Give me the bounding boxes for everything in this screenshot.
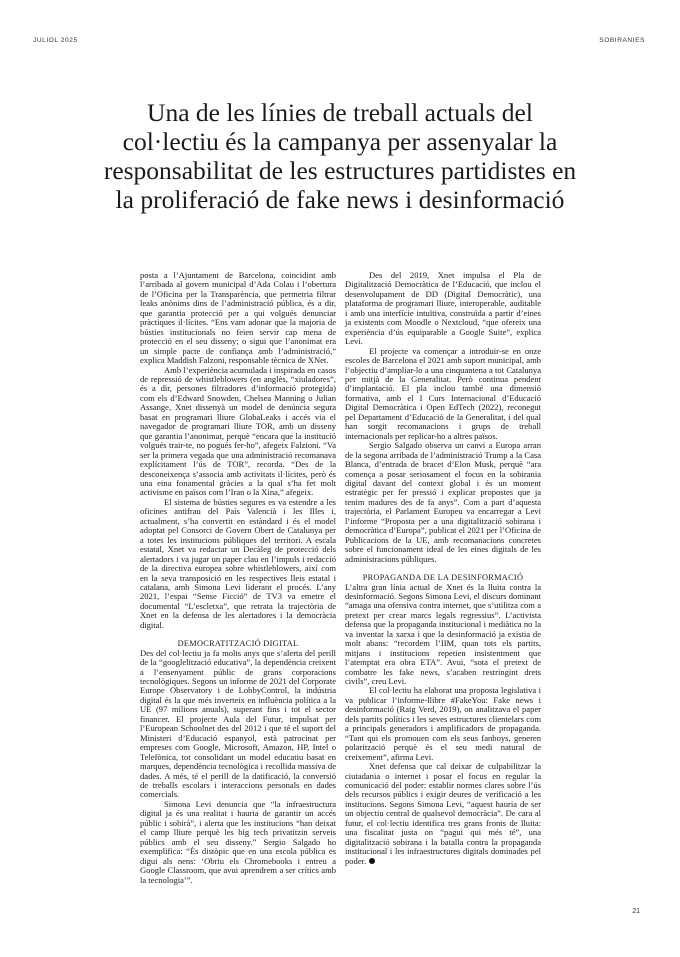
end-mark-icon bbox=[369, 858, 375, 864]
paragraph: Sergio Salgado observa un canvi a Europa arran de la segona arribada de l’administració Trump a la Casa Blanca, d’entrada de bracet d’Elon Musk, perquè “ara comença a posar seriosament el focus en la sobirania digital davant del context global i és un moment estratègic per fer pressió i explicar propostes que ja tenim madures des de fa anys”. Com a part d’aquesta trajectòria, el Parlament Europeu va encarregar a Levi l’informe “Proposta per a una digitalització sobirana i democràtica d’Europa”, publicat el 2021 per l’Oficina de Publicacions de la UE, amb recomanacions concretes sobre el funcionament ideal de les eines digitals de les administracions públiques. bbox=[345, 440, 541, 564]
paragraph: posta a l’Ajuntament de Barcelona, coincidint amb l’arribada al govern municipal d’Ada Colau i l’obertura de l’Oficina per la Transparència, que permetria filtrar leaks anònims dins de l’administració pública, és a dir, que garantia protecció per a qui volgués denunciar pràctiques il·lícites. “Ens vam adonar que la majoria de bústies institucionals no feien servir cap mena de protecció en el seu disseny; o sigui que l’anonimat era un simple pacte de confiança amb l’administració,” explica Maddish Falzoni, responsable tècnica de XNet. bbox=[140, 270, 336, 366]
paragraph: L’altra gran línia actual de Xnet és la lluita contra la desinformació. Segons Simona Levi, el discurs dominant “amaga una ofensiva contra internet, que s’utilitza com a pretext per crear marcs legals regressius”. L’activista defensa que la propaganda institucional i mediàtica no la va inventar la xarxa i que la desinformació ja existia de molt abans: “recordem l’IIM, quan tots els partits, mitjans i institucions repetien insistentment que l’atemptat era obra ETA”. Avui, “sota el pretext de combatre les fake news, s’acaben restringint drets civils”, creu Levi. bbox=[345, 581, 541, 687]
subheading: DEMOCRATITZACIÓ DIGITAL bbox=[177, 639, 299, 649]
article-column-left bbox=[140, 271, 336, 885]
issue-date: JULIOL 2025 bbox=[33, 37, 78, 44]
article-column-right bbox=[345, 271, 541, 866]
paragraph-last bbox=[345, 762, 541, 866]
subheading: PROPAGANDA DE LA DESINFORMACIÓ bbox=[362, 573, 524, 583]
paragraph: El sistema de bústies segures es va estendre a les oficines antifrau del País Valencià i les Illes i, actualment, s’ha convertit en estàndard i és el model adoptat pel Consorci de Govern Obert de Catalunya per a totes les institucions públiques del territori. A escala estatal, Xnet va redactar un Decàleg de protecció dels alertadors i va jugar un paper clau en l’impuls i redacció de la directiva europea sobre whistleblowers, així com en la seva transposició en les respectives lleis estatal i catalana, amb Simona Levi liderant el procés. L’any 2021, l’espai “Sense Ficció” de TV3 va emetre el documental “L’escletxa”, que retrata la trajectòria de Xnet en la defensa de les alertadores i la democràcia digital. bbox=[140, 496, 336, 630]
paragraph: Amb l’experiència acumulada i inspirada en casos de repressió de whistleblowers (en anglès, “xiuladores”, és a dir, persones filtradores d’informació protegida) com els d’Edward Snowden, Chelsea Manning o Julian Assange, Xnet dissenyà un model de denúncia segura basat en programari lliure GlobaLeaks i accés via el navegador de programari lliure TOR, amb un disseny que garantia l’anonimat, perquè “encara que la institució volgués trair-te, no pogués fer-ho”, afegeix Falzioni. “Va ser la primera vegada que una administració recomanava explícitament l’ús de TOR”, recorda. “Des de la desconeixença s’associa amb activitats il·lícites, però és una eina fonamental gràcies a la qual s’ha fet molt activisme en països com l’Iran o la Xina,” afegeix. bbox=[140, 364, 336, 498]
paragraph: El projecte va començar a introduir-se en onze escoles de Barcelona el 2021 amb suport municipal, amb l’objectiu d’ampliar-lo a una cinquantena a tot Catalunya per mitjà de la Generalitat. Però continua pendent d’implantació. El pla inclou també una dimensió formativa, amb el I Curs Internacional d’Educació Digital Democràtica i Open EdTech (2022), reconegut pel Departament d’Educació de la Generalitat, i del qual han sorgit recomanacions i grups de treball internacionals per replicar-ho a altres països. bbox=[345, 345, 541, 441]
paragraph: Des del 2019, Xnet impulsa el Pla de Digitalització Democràtica de l’Educació, que inclou el desenvolupament de DD (Digital Democràtic), una plataforma de programari lliure, interoperable, auditable i amb una interfície intuïtiva, construïda a partir d’eines ja existents com Moodle o Nextcloud, “que ofereix una experiència d’ús equiparable a Google Suite”, explica Levi. bbox=[345, 270, 541, 347]
page-number: 21 bbox=[632, 908, 640, 915]
paragraph: Simona Levi denuncia que “la infraestructura digital ja és una realitat i hauria de garantir un accés públic i sobirà”, i alerta que les institucions “han deixat el camp lliure perquè les big tech privatitzin serveis públics amb el seu disseny.” Sergio Salgado ho exemplifica: “És distòpic que en una escola pública es digui als nens: ‘Obriu els Chromebooks i entreu a Google Classroom, que avui aprendrem a ser crítics amb la tecnologia’”. bbox=[140, 798, 336, 885]
paragraph-text: Xnet defensa que cal deixar de culpabilitzar la ciutadania o internet i posar el focus en regular la comunicació del poder: establir normes clares sobre l’ús dels recursos públics i exigir deures de verificació a les institucions. Segons Simona Levi, “aquest hauria de ser un objectiu central de qualsevol democràcia”. De cara al futur, el col·lectiu identifica tres grans fronts de lluita: una fiscalitat justa on “pagui qui més té”, una digitalització sobirana i la batalla contra la propaganda institucional i les infraestructures digitals dominades pel poder. bbox=[345, 761, 541, 866]
pull-quote-headline: Una de les línies de treball actuals del col·lectiu és la campanya per assenyalar la responsabilitat de les estructures partidistes en la proliferació de fake news i desinformació bbox=[103, 98, 577, 214]
paragraph: Des del col·lectiu ja fa molts anys que s’alerta del perill de la “googlelització educativa”, la dependència creixent a l’ensenyament públic de grans corporacions tecnològiques. Segons un informe de 2021 del Corporate Europe Observatory i de LobbyControl, la indústria digital és la que més inverteix en influència política a la UE (97 milions anuals), superant fins i tot el sector financer. El projecte Aula del Futur, impulsat per l’European Schoolnet des del 2012 i que té el suport del Ministeri d’Educació espanyol, està patrocinat per empreses com Google, Microsoft, Amazon, HP, Intel o Telefònica, tot consolidant un model educatiu basat en marques, dependència tecnològica i recollida massiva de dades. A més, té el perill de la datificació, la conversió de treballs escolars i interaccions personals en dades comercials. bbox=[140, 647, 336, 800]
paragraph: El col·lectiu ha elaborat una proposta legislativa i va publicar l’informe-llibre #FakeYou: Fake news i desinformació (Raig Verd, 2019), on analitzava el paper dels partits polítics i les seves estructures clientelars com a principals generadors i amplificadors de propaganda. “Tant qui els promouen com els seus fanboys, generen polarització perquè és el seu medi natural de creixement”, afirma Levi. bbox=[345, 685, 541, 762]
section-name: SOBIRANIES bbox=[599, 37, 645, 44]
